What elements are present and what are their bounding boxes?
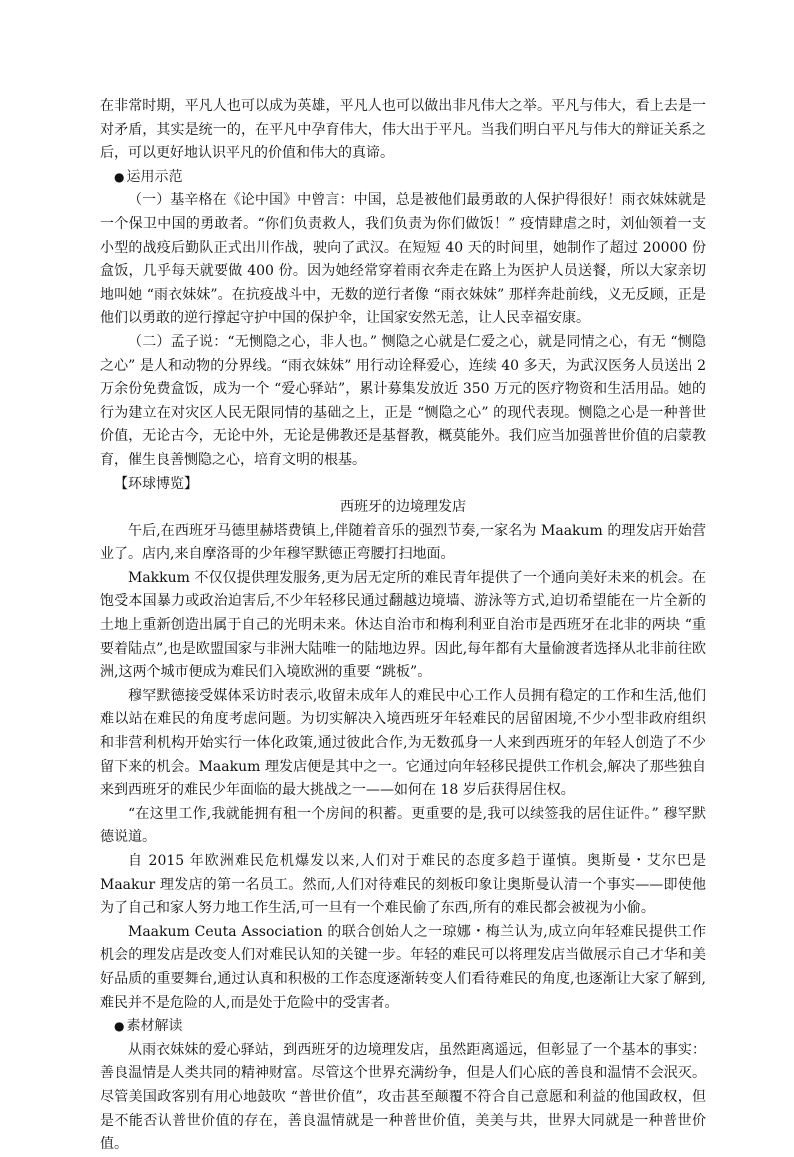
article-paragraph: Makkum 不仅仅提供理发服务,更为居无定所的难民青年提供了一个通向美好未来的机会。在饱受本国暴力或政治迫害后,不少年轻移民通过翻越边境墙、游泳等方式,迫切希望能在一片全新的土地上重新创造出属于自己的光明未来。休达自治市和梅利利亚自治市是西班牙在北非的两块 “重要着陆点”,也是欧盟国家与非洲大陆唯一的陆地边界。因此,每年都有大量偷渡者选择从北非前往欧洲,这两个城市便成为难民们入境欧洲的重要 “跳板”。: [100, 569, 706, 681]
article-paragraph: 穆罕默德接受媒体采访时表示,收留未成年人的难民中心工作人员拥有稳定的工作和生活,他们难以站在难民的角度考虑问题。为切实解决入境西班牙年轻难民的居留困境,不少小型非政府组织和非营利机构开始实行一体化政策,通过彼此合作,为无数孤身一人来到西班牙的年轻人创造了不少留下来的机会。Maakum 理发店便是其中之一。它通过向年轻移民提供工作机会,解决了那些独自来到西班牙的难民少年面临的最大挑战之一——如何在 18 岁后获得居住权。: [100, 687, 706, 799]
article-paragraph: “在这里工作,我就能拥有租一个房间的积蓄。更重要的是,我可以续签我的居住证件。” 穆罕默德说道。: [100, 805, 706, 846]
usage-heading: ● 运用示范: [114, 168, 183, 185]
usage-example-2: （二）孟子说：“无恻隐之心，非人也。” 恻隐之心就是仁爱之心，就是同情之心，有无 “恻隐之心” 是人和动物的分界线。“雨衣妹妹” 用行动诠释爱心，连续 40 多天，为武汉医务人员送出 2 万余份免费盒饭，成为一个 “爱心驿站”，累计募集发放近 350 万元的医疗物资和生活用品。她的行为建立在对灾区人民无限同情的基础之上，正是 “恻隐之心” 的现代表现。恻隐之心是一种普世价值，无论古今，无论中外，无论是佛教还是基督教，概莫能外。我们应当加强普世价值的启蒙教育，催生良善恻隐之心，培育文明的根基。: [100, 333, 706, 468]
article-paragraph: 午后,在西班牙马德里赫塔费镇上,伴随着音乐的强烈节奏,一家名为 Maakum 的理发店开始营业了。店内,来自摩洛哥的少年穆罕默德正弯腰打扫地面。: [100, 522, 706, 563]
interpretation-paragraph: 从雨衣妹妹的爱心驿站，到西班牙的边境理发店，虽然距离遥远，但彰显了一个基本的事实：善良温情是人类共同的精神财富。尽管这个世界充满纷争，但是人们心底的善良和温情不会泯灭。尽管美国政客别有用心地鼓吹 “普世价值”，攻击甚至颠覆不符合自己意愿和利益的他国政权，但是不能否认普世价值的存在，善良温情就是一种普世价值，美美与共，世界大同就是一种普世价值。: [100, 1041, 706, 1153]
section-title: 【环球博览】: [114, 475, 198, 492]
article-paragraph: 自 2015 年欧洲难民危机爆发以来,人们对于难民的态度多趋于谨慎。奥斯曼・艾尔巴是 Maakur 理发店的第一名员工。然而,人们对待难民的刻板印象让奥斯曼认清一个事实——即使他为了自己和家人努力地工作生活,可一旦有一个难民偷了东西,所有的难民都会被视为小偷。: [100, 853, 706, 917]
usage-example-1: （一）基辛格在《论中国》中曾言：中国，总是被他们最勇敢的人保护得很好！雨衣妹妹就是一个保卫中国的勇敢者。“你们负责救人，我们负责为你们做饭！” 疫情肆虐之时，刘仙领着一支小型的战疫后勤队正式出川作战，驶向了武汉。在短短 40 天的时间里，她制作了超过 20000 份盒饭，几乎每天就要做 400 份。因为她经常穿着雨衣奔走在路上为医护人员送餐，所以大家亲切地叫她 “雨衣妹妹”。在抗疫战斗中，无数的逆行者像 “雨衣妹妹” 那样奔赴前线，义无反顾，正是他们以勇敢的逆行撑起守护中国的保护伞，让国家安然无恙，让人民幸福安康。: [100, 192, 706, 327]
article-title: 西班牙的边境理发店: [340, 499, 466, 516]
interpretation-heading: ● 素材解读: [114, 1018, 183, 1035]
intro-paragraph: 在非常时期，平凡人也可以成为英雄，平凡人也可以做出非凡伟大之举。平凡与伟大，看上去是一对矛盾，其实是统一的，在平凡中孕育伟大，伟大出于平凡。当我们明白平凡与伟大的辩证关系之后，可以更好地认识平凡的价值和伟大的真谛。: [100, 98, 706, 162]
bullet-icon: ●: [114, 1019, 125, 1034]
bullet-icon: ●: [114, 169, 125, 184]
article-paragraph: Maakum Ceuta Association 的联合创始人之一琼娜・梅兰认为,成立向年轻难民提供工作机会的理发店是改变人们对难民认知的关键一步。年轻的难民可以将理发店当做展示自己才华和美好品质的重要舞台,通过认真和积极的工作态度逐渐转变人们看待难民的角度,也逐渐让大家了解到,难民并不是危险的人,而是处于危险中的受害者。: [100, 923, 706, 1011]
